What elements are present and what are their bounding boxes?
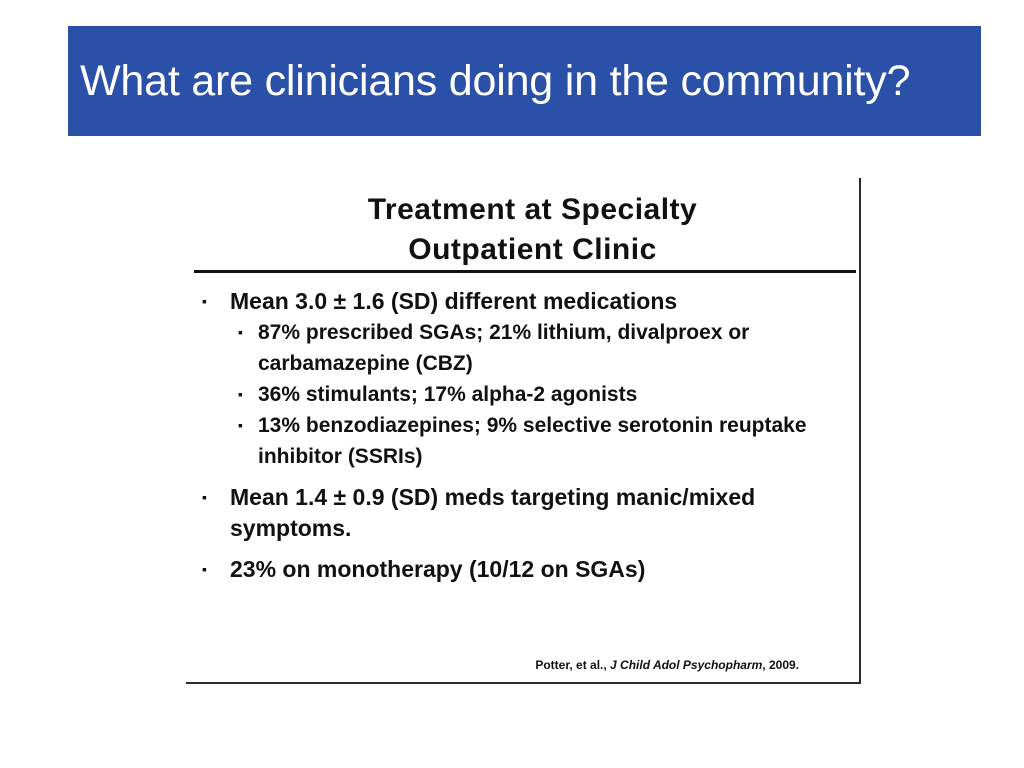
bullet-list bbox=[202, 286, 854, 585]
bullet-marker-icon: ▪ bbox=[238, 324, 243, 340]
bullet-text: 36% stimulants; 17% alpha-2 agonists bbox=[258, 383, 638, 406]
citation-authors: Potter, et al., bbox=[535, 658, 611, 672]
panel-heading bbox=[186, 190, 879, 270]
bullet-marker-icon: ▪ bbox=[238, 417, 243, 433]
bullet-text: Mean 3.0 ± 1.6 (SD) different medications bbox=[230, 288, 678, 314]
sub-bullet-item-1 bbox=[202, 317, 854, 379]
bullet-marker-icon: ▪ bbox=[202, 561, 207, 577]
bullet-text: 87% prescribed SGAs; 21% lithium, divalproex or carbamazepine (CBZ) bbox=[258, 321, 750, 375]
heading-divider bbox=[194, 270, 856, 273]
citation bbox=[535, 658, 799, 672]
panel-heading-line-2: Outpatient Clinic bbox=[408, 233, 657, 266]
sub-bullet-item-3 bbox=[202, 410, 854, 472]
sub-bullet-item-2 bbox=[202, 379, 854, 410]
bullet-marker-icon: ▪ bbox=[202, 489, 207, 505]
panel-heading-line-1: Treatment at Specialty bbox=[367, 193, 698, 226]
citation-journal: J Child Adol Psychopharm bbox=[610, 658, 763, 672]
bullet-marker-icon: ▪ bbox=[202, 293, 207, 309]
bullet-text: Mean 1.4 ± 0.9 (SD) meds targeting manic/mixed symptoms. bbox=[230, 484, 756, 541]
content-panel bbox=[186, 178, 861, 684]
bullet-item-1 bbox=[202, 286, 854, 317]
bullet-text: 23% on monotherapy (10/12 on SGAs) bbox=[230, 556, 646, 582]
slide-title-bar bbox=[68, 26, 981, 136]
citation-year: , 2009. bbox=[762, 658, 799, 672]
bullet-marker-icon: ▪ bbox=[238, 386, 243, 402]
bullet-item-2 bbox=[202, 482, 854, 544]
bullet-text: 13% benzodiazepines; 9% selective serotonin reuptake inhibitor (SSRIs) bbox=[258, 414, 807, 468]
slide-title: What are clinicians doing in the community? bbox=[80, 56, 911, 105]
bullet-item-3 bbox=[202, 554, 854, 585]
